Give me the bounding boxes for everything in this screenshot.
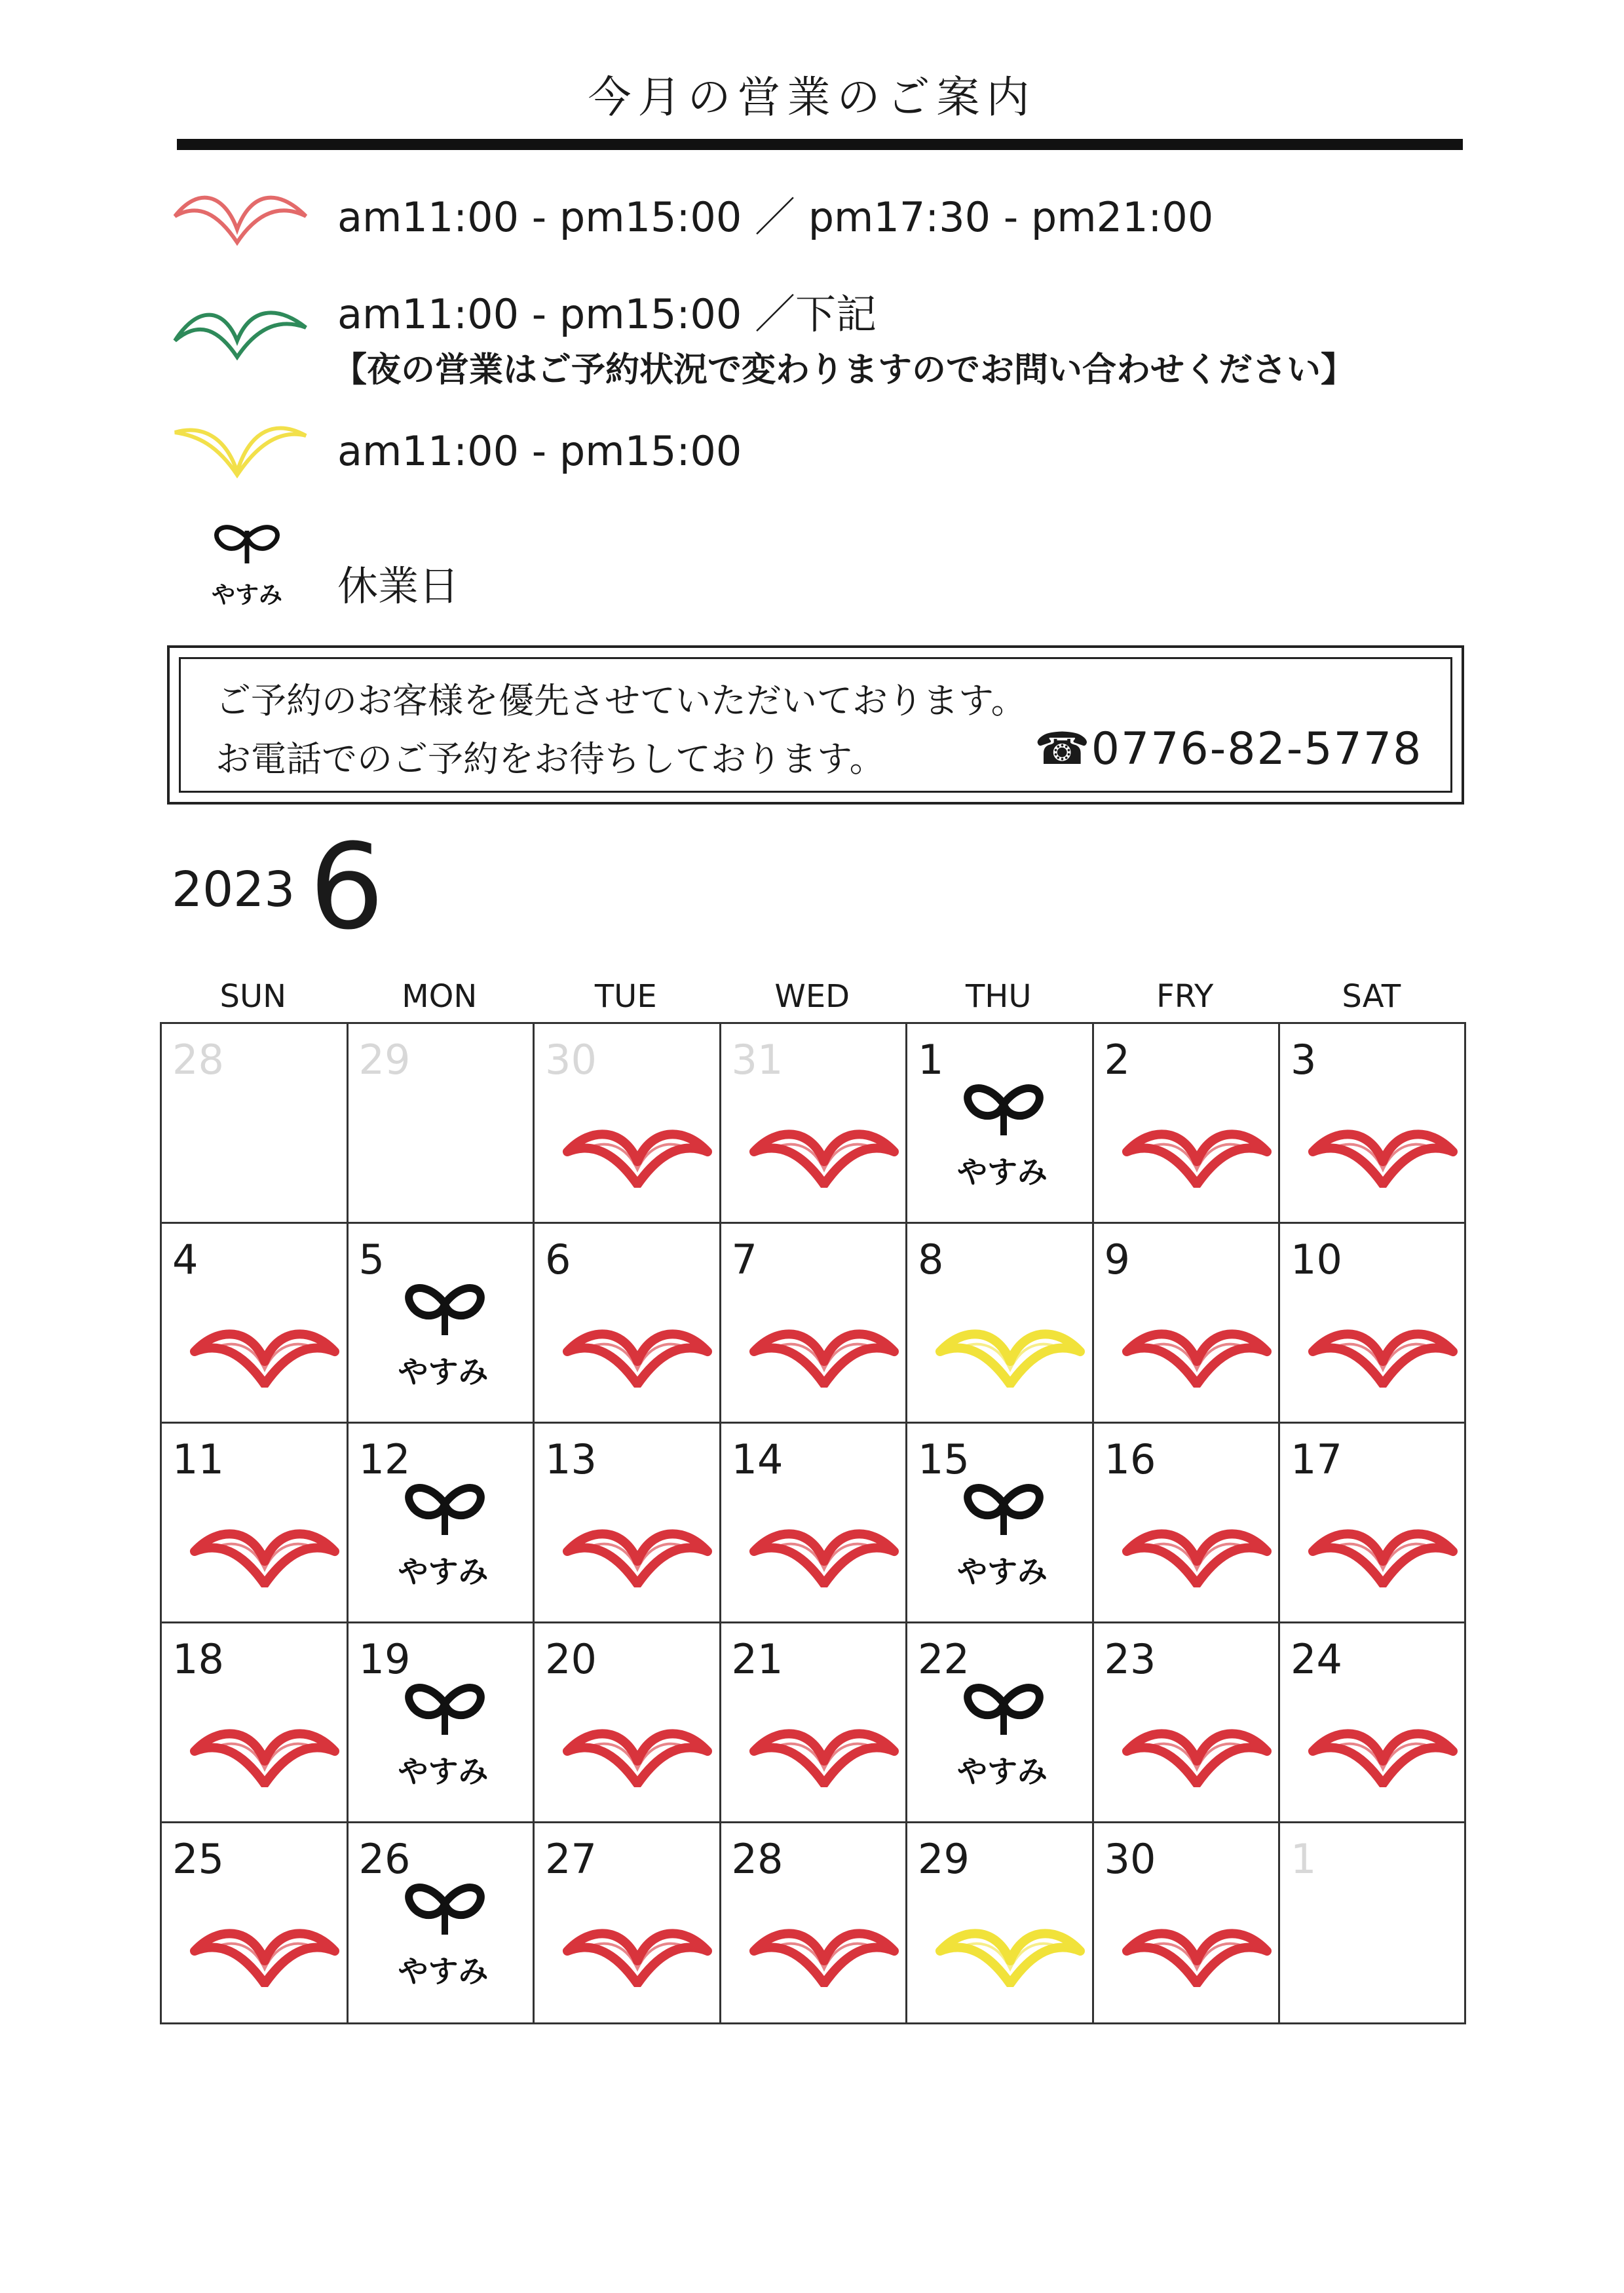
- day-number: 18: [172, 1635, 224, 1683]
- day-cell[interactable]: [162, 1424, 349, 1623]
- day-cell[interactable]: [349, 1424, 535, 1623]
- day-cell[interactable]: [907, 1623, 1094, 1823]
- page-title: 今月の営業のご案内: [588, 72, 1036, 123]
- day-cell[interactable]: [1094, 1024, 1281, 1224]
- day-cell[interactable]: [721, 1823, 908, 2022]
- red-bird-mark: [189, 1922, 340, 1987]
- day-number: 29: [358, 1036, 411, 1084]
- day-number: 9: [1104, 1236, 1130, 1283]
- day-number: 14: [731, 1435, 784, 1483]
- red-bird-mark: [1122, 1122, 1272, 1188]
- yasumi-label: やすみ: [957, 1154, 1048, 1190]
- weekday-wed: WED: [774, 978, 850, 1015]
- legend-red-text: am11:00 - pm15:00 ／ pm17:30 - pm21:00: [337, 193, 1214, 241]
- day-number: 20: [545, 1635, 597, 1683]
- red-bird-mark: [1308, 1522, 1458, 1587]
- day-cell[interactable]: [1094, 1424, 1281, 1623]
- day-cell[interactable]: [535, 1623, 721, 1823]
- yasumi-label: やすみ: [957, 1754, 1048, 1789]
- yasumi-label: やすみ: [398, 1954, 489, 1989]
- day-number: 28: [172, 1036, 224, 1084]
- red-bird-mark: [749, 1922, 899, 1987]
- yasumi-label: やすみ: [398, 1754, 489, 1789]
- red-bird-mark: [749, 1322, 899, 1388]
- red-bird-mark: [1122, 1322, 1272, 1388]
- green-bird-icon: [172, 301, 309, 363]
- red-bird-mark: [562, 1722, 713, 1787]
- day-number: 28: [731, 1835, 784, 1883]
- yasumi-label: やすみ: [398, 1554, 489, 1589]
- weekday-fry: FRY: [1156, 978, 1214, 1015]
- red-bird-icon: [172, 190, 309, 252]
- day-number: 4: [172, 1236, 198, 1283]
- phone-number[interactable]: ☎0776-82-5778: [1034, 723, 1423, 775]
- red-bird-mark: [1308, 1722, 1458, 1787]
- day-cell[interactable]: [907, 1024, 1094, 1224]
- day-number: 6: [545, 1236, 571, 1283]
- day-number: 26: [358, 1835, 411, 1883]
- day-number: 19: [358, 1635, 411, 1683]
- day-number: 12: [358, 1435, 411, 1483]
- day-cell[interactable]: [1094, 1224, 1281, 1424]
- day-cell[interactable]: [721, 1024, 908, 1224]
- day-number: 30: [1104, 1835, 1156, 1883]
- calendar-grid: [160, 1022, 1466, 2024]
- legend-holiday-text: 休業日: [337, 562, 460, 610]
- day-number: 10: [1291, 1236, 1342, 1283]
- yasumi-label: やすみ: [957, 1554, 1048, 1589]
- day-number: 11: [172, 1435, 224, 1483]
- day-number: 1: [918, 1036, 944, 1084]
- day-number: 23: [1104, 1635, 1156, 1683]
- notice-box: [167, 645, 1464, 805]
- day-cell[interactable]: [162, 1224, 349, 1424]
- day-cell[interactable]: [907, 1424, 1094, 1623]
- day-cell[interactable]: [721, 1424, 908, 1623]
- day-number: 2: [1104, 1036, 1130, 1084]
- day-cell[interactable]: [162, 1823, 349, 2022]
- day-number: 8: [918, 1236, 944, 1283]
- red-bird-mark: [749, 1522, 899, 1587]
- day-cell[interactable]: [1094, 1623, 1281, 1823]
- red-bird-mark: [1308, 1322, 1458, 1388]
- svg-text:やすみ: やすみ: [211, 582, 283, 609]
- day-cell[interactable]: [1280, 1823, 1464, 2022]
- weekday-sat: SAT: [1342, 978, 1401, 1015]
- day-cell[interactable]: [349, 1024, 535, 1224]
- red-bird-mark: [562, 1322, 713, 1388]
- day-cell[interactable]: [162, 1623, 349, 1823]
- notice-line-1: ご予約のお客様を優先させていただいております。: [216, 680, 1027, 721]
- red-bird-mark: [562, 1922, 713, 1987]
- weekday-thu: THU: [965, 978, 1032, 1015]
- day-number: 13: [545, 1435, 597, 1483]
- weekday-tue: TUE: [594, 978, 657, 1015]
- day-number: 21: [731, 1635, 784, 1683]
- day-cell[interactable]: [349, 1623, 535, 1823]
- title-divider: [177, 139, 1463, 150]
- day-number: 15: [918, 1435, 970, 1483]
- weekday-mon: MON: [402, 978, 478, 1015]
- day-cell[interactable]: [535, 1823, 721, 2022]
- red-bird-mark: [1122, 1922, 1272, 1987]
- day-number: 30: [545, 1036, 597, 1084]
- day-number: 31: [731, 1036, 784, 1084]
- red-bird-mark: [189, 1322, 340, 1388]
- red-bird-mark: [189, 1522, 340, 1587]
- day-cell[interactable]: [162, 1024, 349, 1224]
- day-number: 5: [358, 1236, 385, 1283]
- red-bird-mark: [1308, 1122, 1458, 1188]
- notice-line-2: お電話でのご予約をお待ちしております。: [216, 738, 885, 780]
- day-number: 25: [172, 1835, 224, 1883]
- day-number: 3: [1291, 1036, 1317, 1084]
- day-cell[interactable]: [721, 1224, 908, 1424]
- red-bird-mark: [749, 1122, 899, 1188]
- yellow-bird-mark: [935, 1922, 1086, 1987]
- day-number: 1: [1291, 1835, 1317, 1883]
- calendar-month: 6: [309, 819, 385, 956]
- red-bird-mark: [749, 1722, 899, 1787]
- day-cell[interactable]: [535, 1024, 721, 1224]
- day-cell[interactable]: [349, 1224, 535, 1424]
- legend-green-text: am11:00 - pm15:00 ／下記: [337, 290, 877, 338]
- day-number: 16: [1104, 1435, 1156, 1483]
- day-cell[interactable]: [721, 1623, 908, 1823]
- day-cell[interactable]: [349, 1823, 535, 2022]
- yasumi-label: やすみ: [398, 1354, 489, 1390]
- day-cell[interactable]: [535, 1224, 721, 1424]
- legend-green-note: 【夜の営業はご予約状況で変わりますのでお問い合わせください】: [333, 351, 1355, 390]
- red-bird-mark: [562, 1122, 713, 1188]
- day-number: 24: [1291, 1635, 1342, 1683]
- day-number: 17: [1291, 1435, 1342, 1483]
- day-cell[interactable]: [1280, 1424, 1464, 1623]
- red-bird-mark: [1122, 1722, 1272, 1787]
- weekday-sun: SUN: [219, 978, 286, 1015]
- day-cell[interactable]: [1094, 1823, 1281, 2022]
- legend-yellow-text: am11:00 - pm15:00: [337, 427, 742, 475]
- day-cell[interactable]: [535, 1424, 721, 1623]
- day-cell[interactable]: [1280, 1224, 1464, 1424]
- red-bird-mark: [562, 1522, 713, 1587]
- day-number: 22: [918, 1635, 970, 1683]
- calendar-year: 2023: [172, 862, 295, 918]
- red-bird-mark: [1122, 1522, 1272, 1587]
- day-cell[interactable]: [907, 1224, 1094, 1424]
- yellow-bird-mark: [935, 1322, 1086, 1388]
- red-bird-mark: [189, 1722, 340, 1787]
- day-cell[interactable]: [907, 1823, 1094, 2022]
- day-number: 27: [545, 1835, 597, 1883]
- sprout-icon: [191, 518, 303, 612]
- day-number: 29: [918, 1835, 970, 1883]
- day-cell[interactable]: [1280, 1024, 1464, 1224]
- yellow-bird-icon: [172, 419, 309, 481]
- day-number: 7: [731, 1236, 757, 1283]
- day-cell[interactable]: [1280, 1623, 1464, 1823]
